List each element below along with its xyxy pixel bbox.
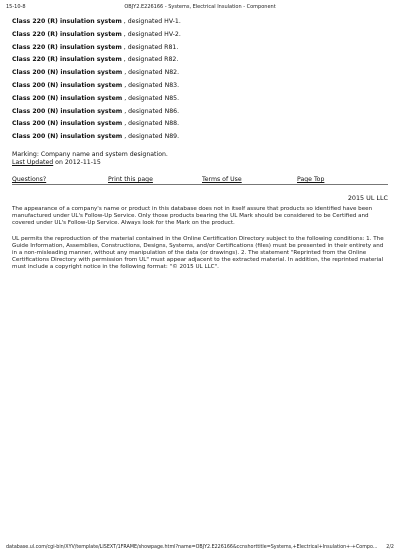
system-designation: , designated N89. — [124, 133, 180, 141]
list-item — [12, 67, 388, 80]
reproduction-paragraph: UL permits the reproduction of the material contained in the Online Certification Directory subject to the following conditions: 1. The Guide Information, Assemblies, Constructions, Designs, Systems, and/or Certifications (files) must be presented in their entirety and in a non-misleading manner, without any manipulation of the data (or drawings). 2. The statement "Reprinted from the Online Certifications Directory with permission from UL" must appear adjacent to the extracted material. In addition, the reprinted material must include a copyright notice in the following format: "© 2015 UL LLC". — [12, 236, 384, 270]
divider — [12, 184, 388, 185]
system-name: Class 220 (R) insulation system — [12, 30, 122, 38]
list-item — [12, 42, 388, 55]
print-date: 15-10-8 — [6, 4, 26, 10]
system-designation: , designated N86. — [124, 107, 180, 115]
system-name: Class 200 (N) insulation system — [12, 81, 123, 89]
system-designation: , designated HV-1. — [123, 18, 181, 25]
print-header — [6, 4, 394, 14]
system-designation: , designated N82. — [124, 69, 180, 77]
page-top-link[interactable]: Page Top — [297, 176, 325, 183]
terms-of-use-link[interactable]: Terms of Use — [202, 176, 242, 183]
print-footer — [6, 545, 394, 553]
system-designation: , designated HV-2. — [123, 30, 181, 38]
disclaimer-paragraph: The appearance of a company's name or product in this database does not in itself assure that products so identified have been manufactured under UL's Follow-Up Service. Only those products bearing the UL Mark should be considered to be Certified and covered under UL's Follow-Up Service. Always look for the Mark on the product. — [12, 206, 373, 226]
system-name: Class 200 (N) insulation system — [12, 94, 123, 102]
page-number: 2/2 — [386, 545, 394, 550]
list-item — [12, 54, 388, 67]
list-item — [12, 118, 388, 131]
system-designation: , designated N85. — [124, 94, 180, 102]
system-name: Class 220 (R) insulation system — [12, 56, 122, 64]
last-updated — [12, 159, 168, 167]
page-nav — [12, 176, 388, 184]
system-designation: , designated R81. — [123, 43, 179, 51]
system-name: Class 200 (N) insulation system — [12, 107, 123, 115]
system-name: Class 200 (N) insulation system — [12, 69, 123, 77]
system-name: Class 200 (N) insulation system — [12, 133, 123, 141]
last-updated-link[interactable]: Last Updated — [12, 159, 54, 166]
list-item — [12, 93, 388, 106]
footer-url: database.ul.com/cgi-bin/XYV/template/LISEXT/1FRAME/showpage.html?name=OBJY2.E226166&ccnshorttitle=Systems,+Electrical+Insulation+-+Compo... — [6, 545, 378, 550]
list-item — [12, 131, 388, 144]
list-item — [12, 16, 388, 29]
system-name: Class 220 (R) insulation system — [12, 43, 122, 51]
print-title: OBJY2.E226166 - Systems, Electrical Insulation - Component — [124, 4, 276, 10]
system-designation: , designated N83. — [124, 81, 180, 89]
system-designation: , designated N88. — [124, 120, 180, 128]
list-item — [12, 106, 388, 119]
system-designation: , designated R82. — [123, 56, 179, 64]
copyright-notice:  2015 UL LLC — [340, 194, 388, 202]
marking-section — [12, 151, 168, 167]
insulation-system-list — [12, 16, 388, 144]
marking-text: Marking: Company name and system designation. — [12, 151, 168, 158]
list-item — [12, 29, 388, 42]
print-page-link[interactable]: Print this page — [108, 176, 153, 183]
system-name: Class 200 (N) insulation system — [12, 120, 123, 128]
list-item — [12, 80, 388, 93]
last-updated-date: on 2012-11-15 — [53, 159, 101, 166]
system-name: Class 220 (R) insulation system — [12, 18, 122, 25]
questions-link[interactable]: Questions? — [12, 176, 47, 183]
